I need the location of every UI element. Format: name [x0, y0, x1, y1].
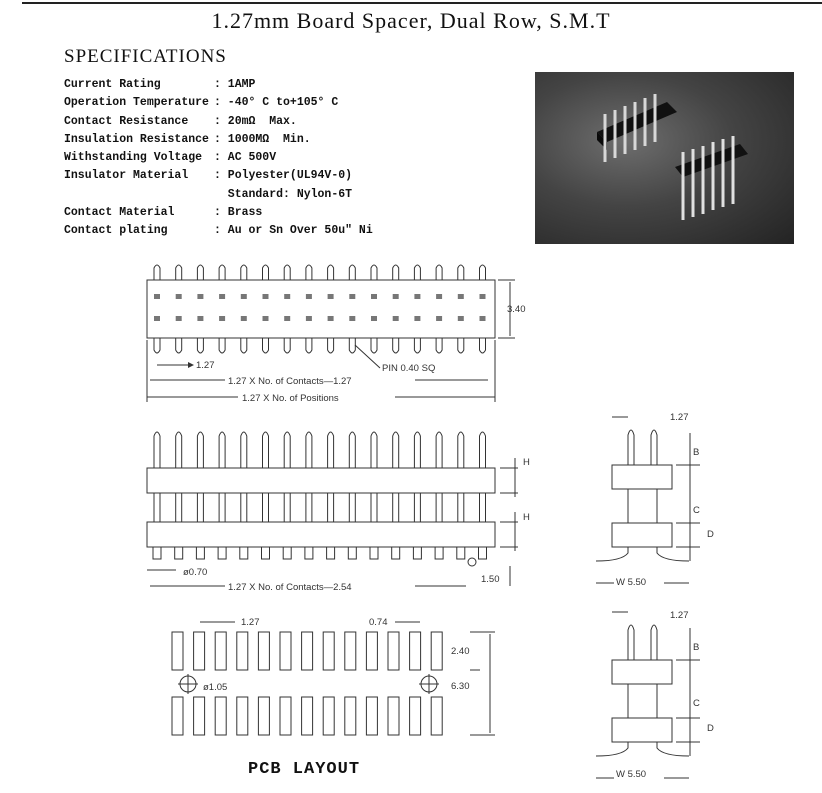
- side-foot: [596, 742, 628, 756]
- dim-dia-105: ø1.05: [203, 682, 228, 693]
- top-pin: [458, 338, 464, 353]
- front-pin: [154, 432, 160, 468]
- dim-pitch-side2: 1.27: [670, 610, 689, 621]
- top-pin: [414, 338, 420, 353]
- dim-w-side2: W 5.50: [616, 769, 647, 780]
- top-pin-square: [241, 294, 247, 299]
- pcb-pad: [345, 697, 356, 735]
- top-pin: [349, 265, 355, 280]
- spec-label: Insulator Material: [64, 169, 189, 183]
- top-pin: [154, 265, 160, 280]
- top-pin: [241, 265, 247, 280]
- side-pin: [628, 625, 634, 660]
- side-pin: [628, 430, 634, 465]
- dim-3-40: 3.40: [507, 304, 526, 315]
- top-pin-square: [414, 294, 420, 299]
- spec-label: Withstanding Voltage: [64, 151, 203, 165]
- front-pin: [219, 432, 225, 468]
- dim-2-40: 2.40: [451, 646, 470, 657]
- front-pin-foot: [370, 547, 378, 559]
- pcb-layout-drawing: [172, 622, 495, 735]
- front-pin-foot: [196, 547, 204, 559]
- front-pin-foot: [153, 547, 161, 559]
- front-pin: [349, 432, 355, 468]
- front-pin-foot: [218, 547, 226, 559]
- dim-pin-sq: PIN 0.40 SQ: [382, 363, 436, 374]
- top-pin-square: [458, 316, 464, 321]
- front-pin: [306, 432, 312, 468]
- top-pin: [371, 338, 377, 353]
- pcb-pad: [194, 697, 205, 735]
- front-pin: [197, 432, 203, 468]
- top-pin: [328, 265, 334, 280]
- dim-h-top: H: [523, 457, 530, 468]
- top-pin: [458, 265, 464, 280]
- spec-value: : -40° C to+105° C: [214, 96, 339, 110]
- top-pin-square: [263, 316, 269, 321]
- pcb-pad: [345, 632, 356, 670]
- front-pin: [284, 432, 290, 468]
- top-pin-square: [328, 316, 334, 321]
- spec-label: Current Rating: [64, 78, 161, 91]
- top-pin: [263, 265, 269, 280]
- dim-contacts-254: 1.27 X No. of Contacts—2.54: [228, 582, 352, 593]
- spec-value: : AC 500V: [214, 151, 277, 165]
- pcb-pad: [215, 697, 226, 735]
- dim-w-side1: W 5.50: [616, 577, 647, 588]
- front-pin-foot: [457, 547, 465, 559]
- dim-d-side2: D: [707, 723, 714, 734]
- top-pin-square: [154, 316, 160, 321]
- top-pin-square: [263, 294, 269, 299]
- front-pin-foot: [327, 547, 335, 559]
- pcb-pad: [280, 632, 291, 670]
- pcb-pad: [388, 697, 399, 735]
- pcb-pad: [302, 697, 313, 735]
- top-pin: [393, 265, 399, 280]
- top-pin-square: [306, 294, 312, 299]
- dim-leader: [355, 345, 380, 368]
- pcb-pad: [323, 697, 334, 735]
- pcb-pad: [410, 697, 421, 735]
- front-pin-foot: [305, 547, 313, 559]
- pcb-pad: [258, 697, 269, 735]
- top-pin: [393, 338, 399, 353]
- top-pin-square: [176, 316, 182, 321]
- top-pin-square: [414, 316, 420, 321]
- top-pin: [197, 338, 203, 353]
- front-pin: [371, 432, 377, 468]
- dim-d-side1: D: [707, 529, 714, 540]
- top-pin: [263, 338, 269, 353]
- front-pin: [458, 432, 464, 468]
- pcb-pad: [431, 697, 442, 735]
- top-pin: [219, 265, 225, 280]
- side-view-upper: [596, 417, 700, 583]
- top-pin-square: [480, 294, 486, 299]
- top-pin: [176, 265, 182, 280]
- pcb-layout-label: PCB LAYOUT: [248, 760, 361, 779]
- top-pin: [284, 338, 290, 353]
- front-view-drawing: [147, 432, 518, 586]
- page-title: 1.27mm Board Spacer, Dual Row, S.M.T: [211, 8, 611, 33]
- top-pin-square: [458, 294, 464, 299]
- spec-value: : 20mΩ Max.: [214, 114, 297, 128]
- top-pin-square: [241, 316, 247, 321]
- front-body-upper: [147, 468, 495, 493]
- specifications-heading: SPECIFICATIONS: [64, 46, 227, 67]
- front-body-lower: [147, 522, 495, 547]
- pcb-pad: [280, 697, 291, 735]
- top-pin: [306, 338, 312, 353]
- front-pin: [480, 432, 486, 468]
- top-pin-square: [349, 316, 355, 321]
- dim-6-30: 6.30: [451, 681, 470, 692]
- top-pin-square: [306, 316, 312, 321]
- pcb-pad: [366, 697, 377, 735]
- dim-positions: 1.27 X No. of Positions: [242, 393, 339, 404]
- front-pin: [263, 432, 269, 468]
- top-pin: [219, 338, 225, 353]
- dim-h-bottom: H: [523, 512, 530, 523]
- front-pin-foot: [392, 547, 400, 559]
- top-pin: [284, 265, 290, 280]
- pcb-pad: [410, 632, 421, 670]
- side-body-lower: [612, 523, 672, 547]
- spec-label: Insulation Resistance: [64, 132, 209, 146]
- top-pin-square: [154, 294, 160, 299]
- dim-pitch-side1: 1.27: [670, 412, 689, 423]
- top-pin: [371, 265, 377, 280]
- top-pin: [328, 338, 334, 353]
- pcb-pad: [323, 632, 334, 670]
- side-foot: [596, 547, 628, 561]
- side-foot: [657, 547, 689, 561]
- dim-contacts-minus: 1.27 X No. of Contacts—1.27: [228, 376, 352, 387]
- pcb-pad: [237, 632, 248, 670]
- dim-c-side2: C: [693, 698, 700, 709]
- front-pin-foot: [262, 547, 270, 559]
- top-pin-square: [349, 294, 355, 299]
- dim-0-74: 0.74: [369, 617, 388, 628]
- side-body-upper: [612, 465, 672, 489]
- top-pin-square: [197, 294, 203, 299]
- front-pin: [393, 432, 399, 468]
- top-pin-square: [197, 316, 203, 321]
- dim-pitch-pcb: 1.27: [241, 617, 260, 628]
- front-pin-foot: [348, 547, 356, 559]
- top-pin-square: [436, 316, 442, 321]
- top-pin-square: [436, 294, 442, 299]
- top-pin-square: [393, 316, 399, 321]
- pcb-pad: [431, 632, 442, 670]
- front-pin-foot: [175, 547, 183, 559]
- front-pin: [414, 432, 420, 468]
- pcb-pad: [388, 632, 399, 670]
- spec-label: Contact Resistance: [64, 114, 189, 128]
- dim-1-50: 1.50: [481, 574, 500, 585]
- dim-b-side2: B: [693, 642, 700, 653]
- spec-value: : Au or Sn Over 50u" Ni: [214, 224, 373, 238]
- spec-value: : Polyester(UL94V-0): [214, 169, 353, 183]
- spec-value: Standard: Nylon-6T: [214, 187, 353, 201]
- pcb-pad: [194, 632, 205, 670]
- front-pin-foot: [240, 547, 248, 559]
- front-pin-foot: [283, 547, 291, 559]
- spec-label: Contact Material: [64, 206, 175, 220]
- top-pin: [306, 265, 312, 280]
- pcb-pad: [302, 632, 313, 670]
- side-view-lower: [596, 612, 700, 778]
- pcb-pad: [172, 697, 183, 735]
- top-pin: [349, 338, 355, 353]
- top-pin-square: [371, 316, 377, 321]
- spec-value: : 1AMP: [214, 78, 256, 91]
- front-pin-foot: [413, 547, 421, 559]
- top-pin-square: [328, 294, 334, 299]
- front-pin-foot: [479, 547, 487, 559]
- top-pin: [176, 338, 182, 353]
- front-detail-circle: [468, 558, 476, 566]
- pcb-pad: [366, 632, 377, 670]
- side-pin: [651, 625, 657, 660]
- spec-value: : Brass: [214, 206, 263, 220]
- pcb-pad: [172, 632, 183, 670]
- side-pin: [651, 430, 657, 465]
- top-pin: [436, 265, 442, 280]
- front-pin: [176, 432, 182, 468]
- side-body-upper: [612, 660, 672, 684]
- top-pin: [197, 265, 203, 280]
- top-pin: [154, 338, 160, 353]
- top-pin-square: [176, 294, 182, 299]
- dim-dia-070: ø0.70: [183, 567, 208, 578]
- top-pin-square: [284, 294, 290, 299]
- pcb-pad: [258, 632, 269, 670]
- top-pin-square: [219, 316, 225, 321]
- top-pin: [480, 265, 486, 280]
- dim-b-side1: B: [693, 447, 700, 458]
- front-pin: [328, 432, 334, 468]
- pcb-pad: [237, 697, 248, 735]
- dim-c-side1: C: [693, 505, 700, 516]
- pcb-pad: [215, 632, 226, 670]
- spec-value: : 1000MΩ Min.: [214, 132, 311, 146]
- dim-pitch-top: 1.27: [196, 360, 215, 371]
- top-pin-square: [480, 316, 486, 321]
- top-pin: [241, 338, 247, 353]
- side-body-lower: [612, 718, 672, 742]
- front-pin: [436, 432, 442, 468]
- spec-label: Operation Temperature: [64, 96, 209, 110]
- top-pin: [414, 265, 420, 280]
- front-pin: [241, 432, 247, 468]
- top-pin-square: [284, 316, 290, 321]
- top-pin-square: [371, 294, 377, 299]
- side-foot: [657, 742, 689, 756]
- top-view-body: [147, 280, 495, 338]
- top-pin: [480, 338, 486, 353]
- front-pin-foot: [435, 547, 443, 559]
- top-pin-square: [219, 294, 225, 299]
- top-pin: [436, 338, 442, 353]
- spec-label: Contact plating: [64, 224, 168, 238]
- top-pin-square: [393, 294, 399, 299]
